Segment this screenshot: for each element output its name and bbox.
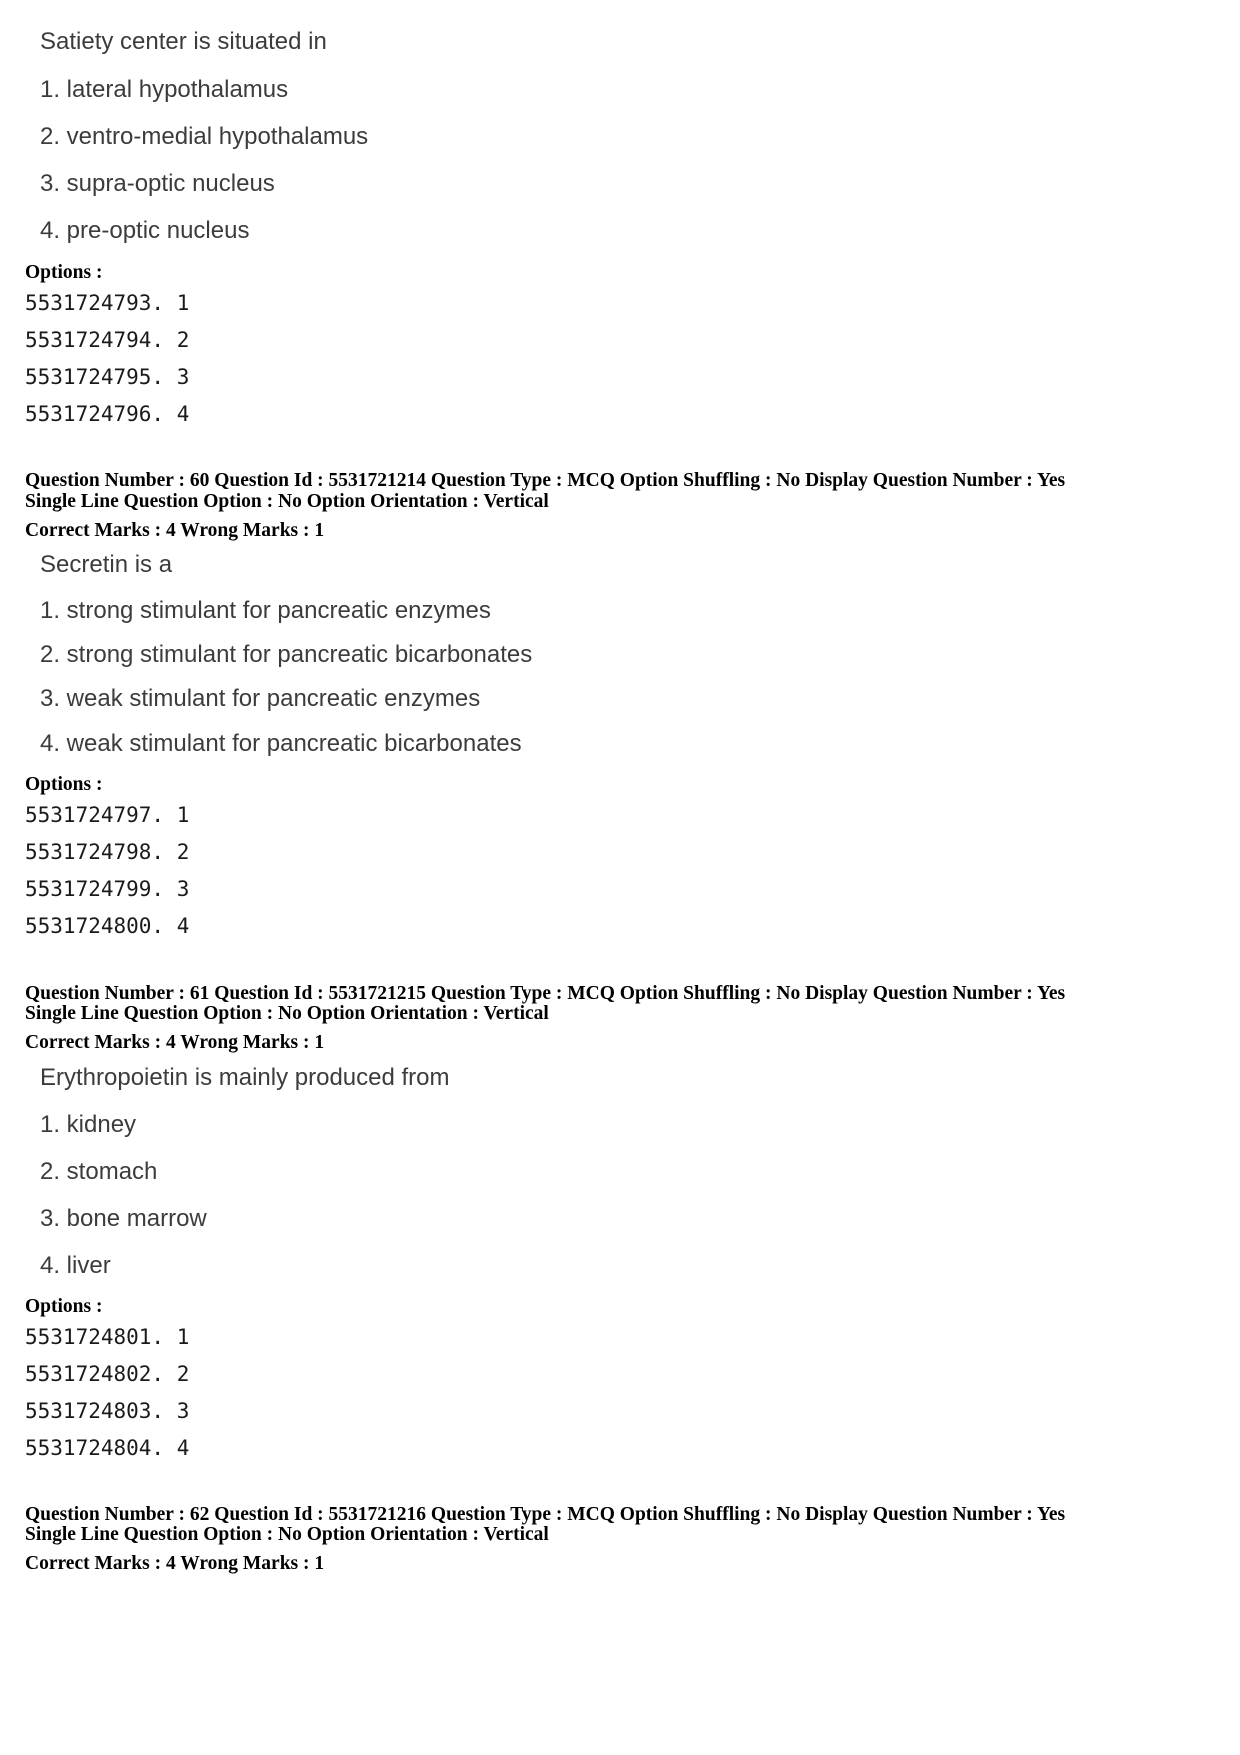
question-61-header-line-1: Question Number : 61 Question Id : 5531721215 Question Type : MCQ Option Shuffling : No Display Question Number : Yes [25,983,1066,1004]
question-60-header-line-2: Single Line Question Option : No Option Orientation : Vertical [25,491,549,512]
question-60-choice-4: 4. weak stimulant for pancreatic bicarbonates [40,730,522,757]
question-61-stem: Erythropoietin is mainly produced from [40,1064,450,1091]
question-61-choice-2: 2. stomach [40,1158,158,1185]
question-62-header-line-1: Question Number : 62 Question Id : 5531721216 Question Type : MCQ Option Shuffling : No Display Question Number : Yes [25,1504,1066,1525]
question-59-choice-1: 1. lateral hypothalamus [40,76,289,103]
question-60-option-code-1: 5531724797. 1 [25,803,190,827]
question-60-options-label: Options : [25,774,103,795]
question-60-choice-3: 3. weak stimulant for pancreatic enzymes [40,685,481,712]
question-59-option-code-3: 5531724795. 3 [25,365,190,389]
question-59-option-code-1: 5531724793. 1 [25,291,190,315]
question-59-options-label: Options : [25,262,103,283]
question-59-choice-3: 3. supra-optic nucleus [40,170,275,197]
question-60-option-code-3: 5531724799. 3 [25,877,190,901]
question-60-stem: Secretin is a [40,551,173,578]
question-60-option-code-2: 5531724798. 2 [25,840,190,864]
question-60-option-code-4: 5531724800. 4 [25,914,190,938]
question-59-option-code-2: 5531724794. 2 [25,328,190,352]
question-61-choice-3: 3. bone marrow [40,1205,207,1232]
question-61-option-code-2: 5531724802. 2 [25,1362,190,1386]
question-61-choice-1: 1. kidney [40,1111,137,1138]
question-59-choice-2: 2. ventro-medial hypothalamus [40,123,369,150]
question-62-header-line-2: Single Line Question Option : No Option Orientation : Vertical [25,1524,549,1545]
question-61-option-code-3: 5531724803. 3 [25,1399,190,1423]
question-60-choice-2: 2. strong stimulant for pancreatic bicarbonates [40,641,533,668]
question-59-option-code-4: 5531724796. 4 [25,402,190,426]
question-59-choice-4: 4. pre-optic nucleus [40,217,250,244]
question-61-marks: Correct Marks : 4 Wrong Marks : 1 [25,1032,325,1053]
question-61-option-code-1: 5531724801. 1 [25,1325,190,1349]
question-61-option-code-4: 5531724804. 4 [25,1436,190,1460]
question-62-marks: Correct Marks : 4 Wrong Marks : 1 [25,1553,325,1574]
question-61-choice-4: 4. liver [40,1252,111,1279]
question-60-marks: Correct Marks : 4 Wrong Marks : 1 [25,520,325,541]
question-60-header-line-1: Question Number : 60 Question Id : 5531721214 Question Type : MCQ Option Shuffling : No Display Question Number : Yes [25,470,1066,491]
question-59-stem: Satiety center is situated in [40,28,327,55]
question-61-options-label: Options : [25,1296,103,1317]
question-61-header-line-2: Single Line Question Option : No Option Orientation : Vertical [25,1003,549,1024]
question-60-choice-1: 1. strong stimulant for pancreatic enzymes [40,597,491,624]
